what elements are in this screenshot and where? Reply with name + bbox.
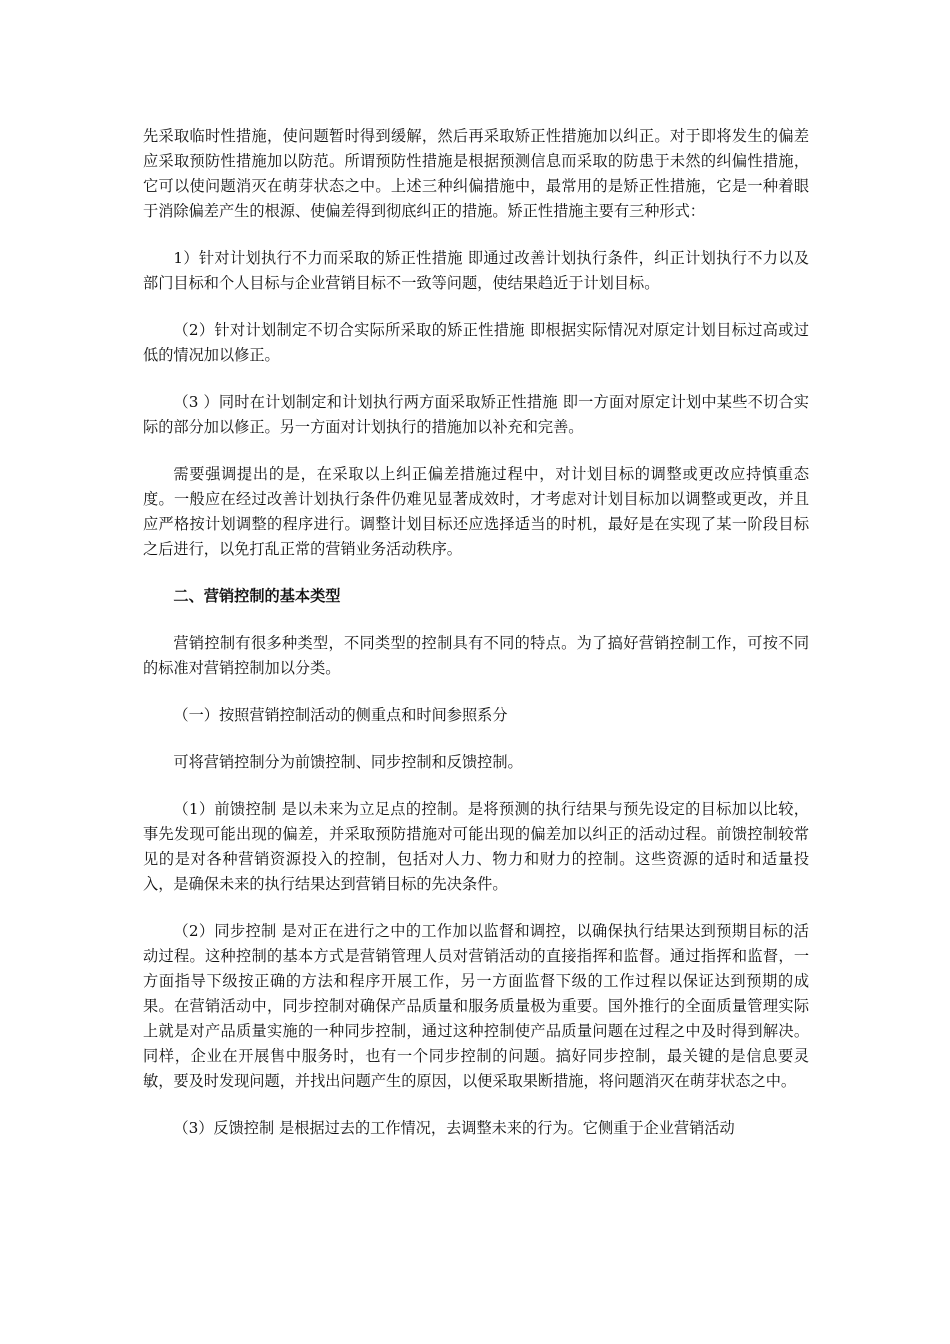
paragraph-subsection-1: （一）按照营销控制活动的侧重点和时间参照系分 bbox=[173, 706, 508, 724]
paragraph-corrective-measure-1: 1）针对计划执行不力而采取的矫正性措施 即通过改善计划执行条件，纠正计划执行不力以及部门目标和个人目标与企业营销目标不一致等问题，使结果趋近于计划目标。 bbox=[143, 249, 809, 292]
paragraph-feedback-control: （3）反馈控制 是根据过去的工作情况，去调整未来的行为。它侧重于企业营销活动 bbox=[173, 1119, 735, 1137]
section-heading: 二、营销控制的基本类型 bbox=[173, 587, 341, 605]
paragraph-concurrent-control: （2）同步控制 是对正在进行之中的工作加以监督和调控，以确保执行结果达到预期目标的活动过程。这种控制的基本方式是营销管理人员对营销活动的直接指挥和监督。通过指挥和监督，一方面指导下级按正确的方法和程序开展工作，另一方面监督下级的工作过程以保证达到预期的成果。在营销活动中，同步控制对确保产品质量和服务质量极为重要。国外推行的全面质量管理实际上就是对产品质量实施的一种同步控制，通过这种控制使产品质量问题在过程之中及时得到解决。同样，企业在开展售中服务时，也有一个同步控制的问题。搞好同步控制，最关键的是信息要灵敏，要及时发现问题，并找出问题产生的原因，以便采取果断措施，将问题消灭在萌芽状态之中。 bbox=[143, 922, 809, 1090]
document-page bbox=[143, 124, 809, 1163]
paragraph-corrective-measure-2: （2）针对计划制定不切合实际所采取的矫正性措施 即根据实际情况对原定计划目标过高或过低的情况加以修正。 bbox=[143, 321, 809, 364]
paragraph-control-categories: 可将营销控制分为前馈控制、同步控制和反馈控制。 bbox=[173, 753, 523, 771]
paragraph-emphasis: 需要强调提出的是，在采取以上纠正偏差措施过程中，对计划目标的调整或更改应持慎重态度。一般应在经过改善计划执行条件仍难见显著成效时，才考虑对计划目标加以调整或更改，并且应严格按计划调整的程序进行。调整计划目标还应选择适当的时机，最好是在实现了某一阶段目标之后进行，以免打乱正常的营销业务活动秩序。 bbox=[143, 465, 809, 558]
paragraph-feedforward-control: （1）前馈控制 是以未来为立足点的控制。是将预测的执行结果与预先设定的目标加以比较，事先发现可能出现的偏差，并采取预防措施对可能出现的偏差加以纠正的活动过程。前馈控制较常见的是对各种营销资源投入的控制，包括对人力、物力和财力的控制。这些资源的适时和适量投入，是确保未来的执行结果达到营销目标的先决条件。 bbox=[143, 800, 809, 893]
paragraph-corrective-measure-3: （3 ）同时在计划制定和计划执行两方面采取矫正性措施 即一方面对原定计划中某些不切合实际的部分加以修正。另一方面对计划执行的措施加以补充和完善。 bbox=[143, 393, 809, 436]
paragraph-continued: 先采取临时性措施，使问题暂时得到缓解，然后再采取矫正性措施加以纠正。对于即将发生的偏差应采取预防性措施加以防范。所谓预防性措施是根据预测信息而采取的防患于未然的纠偏性措施，它可以使问题消灭在萌芽状态之中。上述三种纠偏措施中，最常用的是矫正性措施，它是一种着眼于消除偏差产生的根源、使偏差得到彻底纠正的措施。矫正性措施主要有三种形式： bbox=[143, 127, 809, 220]
paragraph-types-intro: 营销控制有很多种类型，不同类型的控制具有不同的特点。为了搞好营销控制工作，可按不同的标准对营销控制加以分类。 bbox=[143, 634, 809, 677]
